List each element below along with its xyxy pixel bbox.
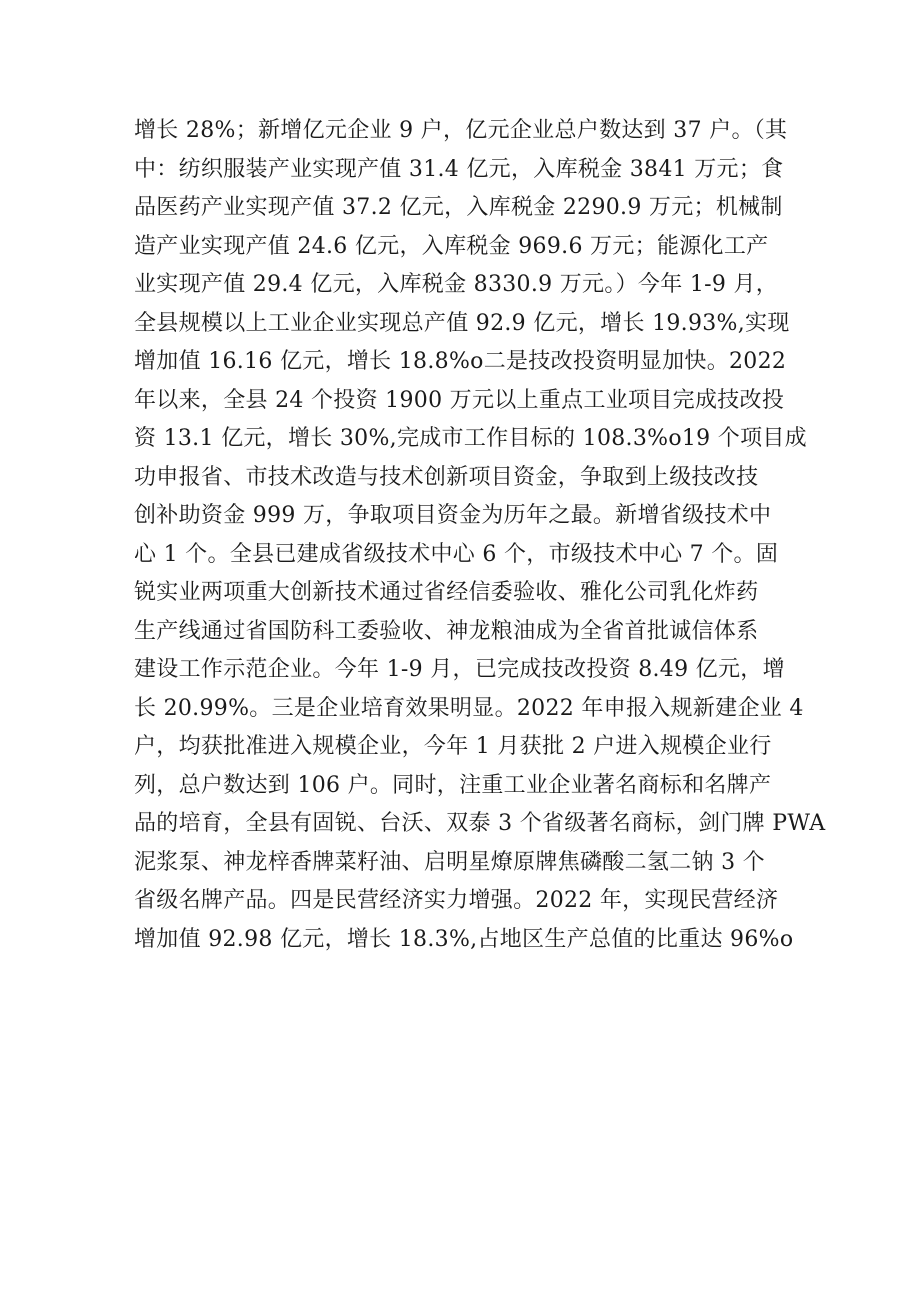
text-line: 建设工作示范企业。今年 1-9 月，已完成技改投资 8.49 亿元，增	[134, 657, 785, 682]
text-line: 省级名牌产品。四是民营经济实力增强。2022 年，实现民营经济	[134, 888, 779, 913]
body-paragraph	[134, 112, 826, 959]
text-line: 生产线通过省国防科工委验收、神龙粮油成为全省首批诚信体系	[134, 618, 759, 644]
text-line: 创补助资金 999 万，争取项目资金为历年之最。新增省级技术中	[134, 503, 772, 528]
text-line: 心 1 个。全县已建成省级技术中心 6 个，市级技术中心 7 个。固	[134, 541, 779, 567]
text-line: 功申报省、市技术改造与技术创新项目资金，争取到上级技改技	[134, 464, 759, 490]
text-line: 年以来，全县 24 个投资 1900 万元以上重点工业项目完成技改投	[134, 387, 785, 413]
text-line: 全县规模以上工业企业实现总产值 92.9 亿元，增长 19.93%,实现	[134, 310, 790, 336]
text-line: 泥浆泵、神龙梓香牌菜籽油、启明星燎原牌焦磷酸二氢二钠 3 个	[134, 849, 765, 875]
text-line: 增加值 16.16 亿元，增长 18.8%o二是技改投资明显加快。2022	[134, 349, 787, 374]
text-line: 品的培育，全县有固锐、台沃、双泰 3 个省级著名商标，剑门牌 PWA	[134, 811, 826, 836]
text-line: 户，均获批准进入规模企业，今年 1 月获批 2 户进入规模企业行	[134, 734, 772, 759]
text-line: 锐实业两项重大创新技术通过省经信委验收、雅化公司乳化炸药	[134, 580, 759, 605]
text-line: 造产业实现产值 24.6 亿元，入库税金 969.6 万元；能源化工产	[134, 233, 769, 259]
text-line: 中：纺织服装产业实现产值 31.4 亿元，入库税金 3841 万元；食	[134, 156, 784, 182]
text-line: 资 13.1 亿元，增长 30%,完成市工作目标的 108.3%o19 个项目成	[134, 426, 807, 451]
text-line: 增长 28%；新增亿元企业 9 户，亿元企业总户数达到 37 户。（其	[134, 118, 788, 143]
text-line: 品医药产业实现产值 37.2 亿元，入库税金 2290.9 万元；机械制	[134, 195, 783, 220]
text-line: 列，总户数达到 106 户。同时，注重工业企业著名商标和名牌产	[134, 772, 772, 798]
text-line: 长 20.99%。三是企业培育效果明显。2022 年申报入规新建企业 4	[134, 695, 804, 721]
text-line: 业实现产值 29.4 亿元，入库税金 8330.9 万元。）今年 1-9 月，	[134, 272, 779, 297]
text-line: 增加值 92.98 亿元，增长 18.3%,占地区生产总值的比重达 96%o	[134, 926, 794, 952]
